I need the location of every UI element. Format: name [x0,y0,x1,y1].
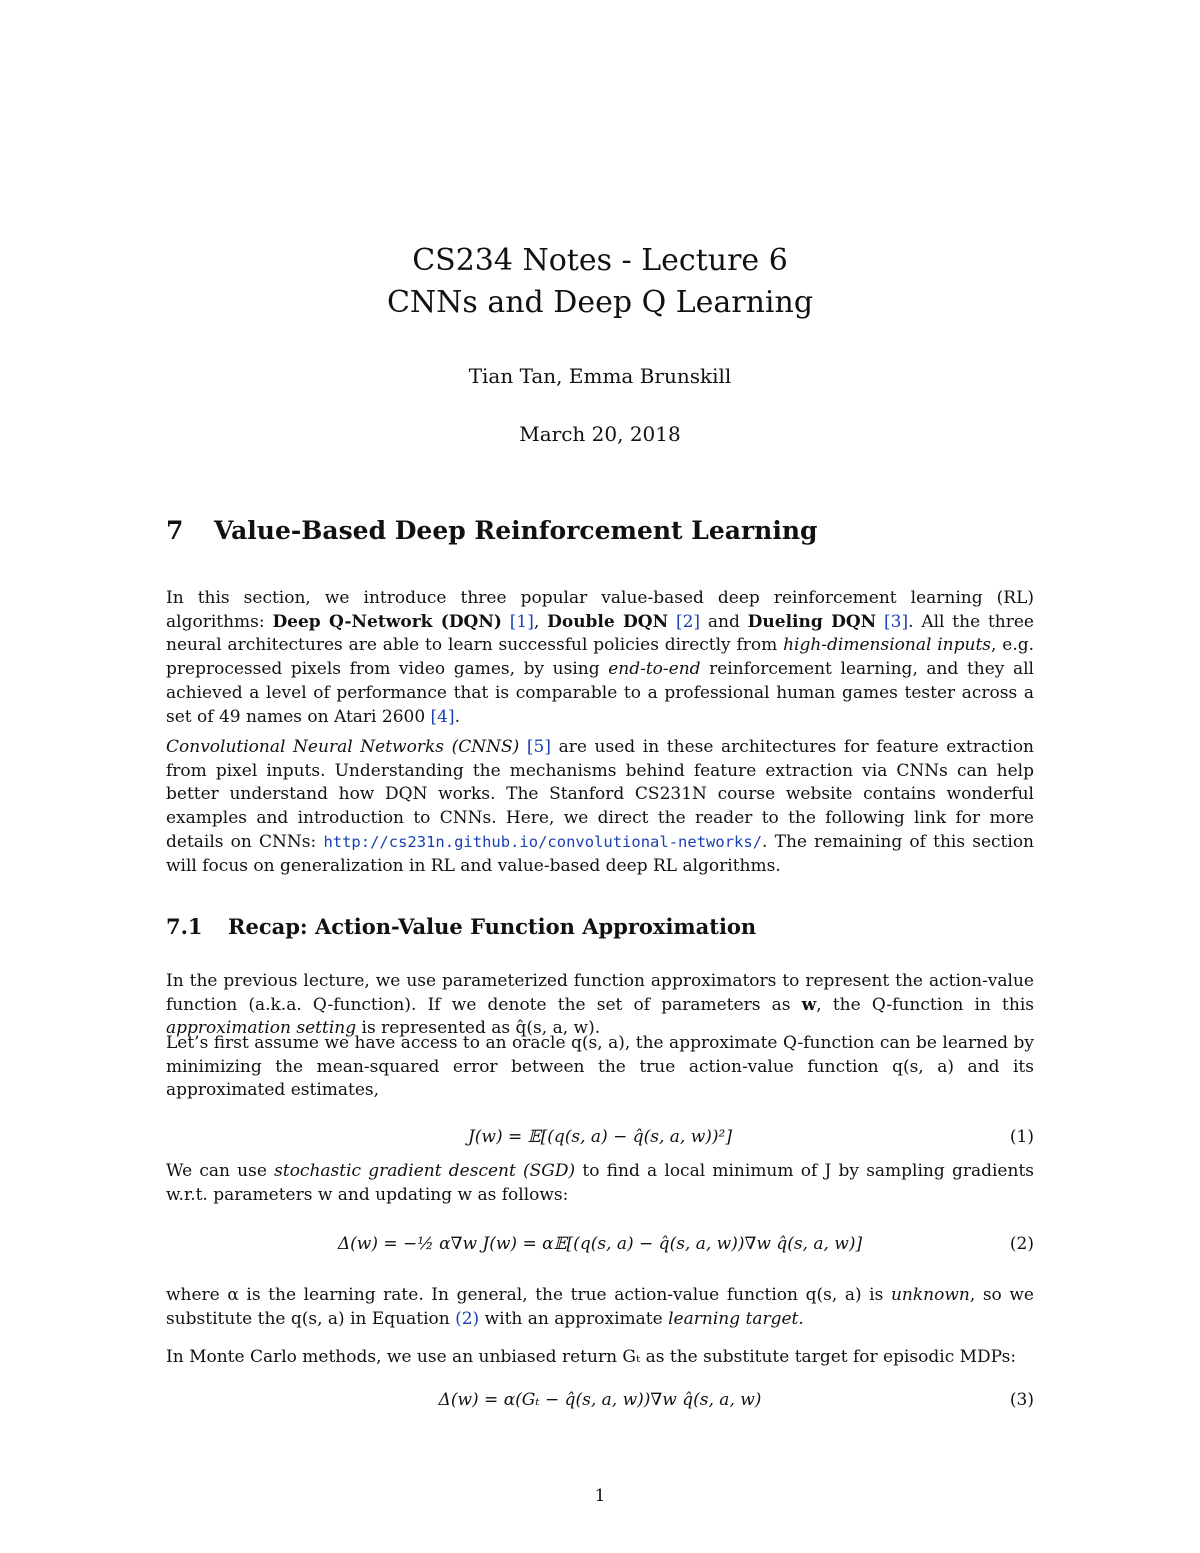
text: , [533,611,548,632]
subsection-number: 7.1 [166,914,203,939]
term-sgd: stochastic gradient descent (SGD) [274,1161,576,1181]
equation-2-tag: (2) [1009,1234,1034,1254]
citation-2[interactable]: [2] [675,611,701,632]
citation-5[interactable]: [5] [526,737,551,757]
equation-1-tag: (1) [1009,1127,1034,1147]
text: In this section, we introduce three popular value-based deep reinforcement learning (RL) algorithms: [166,588,1034,632]
section-title: Value-Based Deep Reinforcement Learning [214,516,818,545]
paragraph-cnn [166,736,1034,878]
paragraph-intro [166,587,1034,729]
text: , so we substitute the q(s, a) in Equation [166,1285,1034,1329]
text: . [798,1308,804,1329]
citation-4[interactable]: [4] [430,706,455,727]
term-dqn: Deep Q-Network (DQN) [272,611,502,632]
text: and [700,611,748,632]
doc-title-line2: CNNs and Deep Q Learning [386,285,814,320]
term-cnn: Convolutional Neural Networks (CNNS) [166,737,520,757]
term-end-to-end: end-to-end [608,659,701,680]
equation-2-body: Δ(w) = −½ α∇w J(w) = α𝔼[(q(s, a) − q̂(s, a, w))∇w q̂(s, a, w)] [337,1234,863,1254]
text: to find a local minimum of J by sampling gradients w.r.t. parameters w and updating w as follows: [166,1161,1035,1205]
text: . [454,706,461,727]
text: are used in these architectures for feature extraction from pixel inputs. Understanding the mechanisms behind feature extraction via CNNs can help better understand how DQN works. The Stanford CS231N course website contains wonderful examples and introduction to CNNs. Here, we direct the reader to the following link for more details on CNNs: [166,737,1034,852]
text: where α is the learning rate. In general, the true action-value function q(s, a) is [166,1285,891,1305]
paragraph-sgd [166,1160,1034,1207]
symbol-w: w [801,994,817,1015]
term-unknown: unknown [890,1285,970,1305]
equation-ref-2[interactable]: (2) [455,1308,480,1329]
term-high-dimensional-inputs: high-dimensional inputs [783,635,992,656]
subsection-heading [166,914,756,939]
text: is represented as q̂(s, a, w). [356,1018,601,1039]
citation-1[interactable]: [1] [509,611,534,632]
term-approximation-setting: approximation setting [166,1018,357,1039]
text: , the Q-function in this [816,994,1034,1015]
term-double-dqn: Double DQN [547,611,669,632]
equation-3-body: Δ(w) = α(Gₜ − q̂(s, a, w))∇w q̂(s, a, w) [438,1390,762,1410]
subsection-title: Recap: Action-Value Function Approximation [228,914,757,939]
section-heading [166,516,817,545]
equation-1-body: J(w) = 𝔼[(q(s, a) − q̂(s, a, w))²] [467,1127,733,1147]
text: with an approximate [479,1308,669,1329]
text: , e.g. preprocessed pixels from video games, by using [166,635,1035,680]
term-dueling-dqn: Dueling DQN [747,611,877,632]
paragraph-learning-rate [166,1284,1034,1331]
text: . All the three neural architectures are able to learn successful policies directly from [166,611,1034,656]
cs231n-link[interactable]: http://cs231n.github.io/convolutional-networks/ [323,832,763,851]
page-number: 1 [594,1486,606,1506]
text: reinforcement learning, and they all achieved a level of performance that is comparable to a professional human games tester across a set of 49 names on Atari 2600 [166,659,1034,727]
term-learning-target: learning target [668,1308,799,1329]
paragraph-recap [166,970,1034,1041]
date: March 20, 2018 [519,422,681,446]
paragraph-oracle: Let’s first assume we have access to an oracle q(s, a), the approximate Q-function can be learned by minimizing the mean-squared error between the true action-value function q(s, a) and its approximated estimates, [166,1033,1034,1101]
paragraph-monte-carlo: In Monte Carlo methods, we use an unbiased return Gₜ as the substitute target for episodic MDPs: [166,1347,1017,1367]
authors: Tian Tan, Emma Brunskill [468,364,732,388]
equation-3-tag: (3) [1009,1390,1034,1410]
citation-3[interactable]: [3] [884,611,909,632]
text: In the previous lecture, we use parameterized function approximators to represent the action-value function (a.k.a. Q-function). If we denote the set of parameters as [166,971,1034,1015]
text: We can use [166,1161,275,1181]
doc-title-line1: CS234 Notes - Lecture 6 [412,243,788,278]
section-number: 7 [166,516,184,545]
text: . The remaining of this section will focus on generalization in RL and value-based deep RL algorithms. [166,831,1034,876]
